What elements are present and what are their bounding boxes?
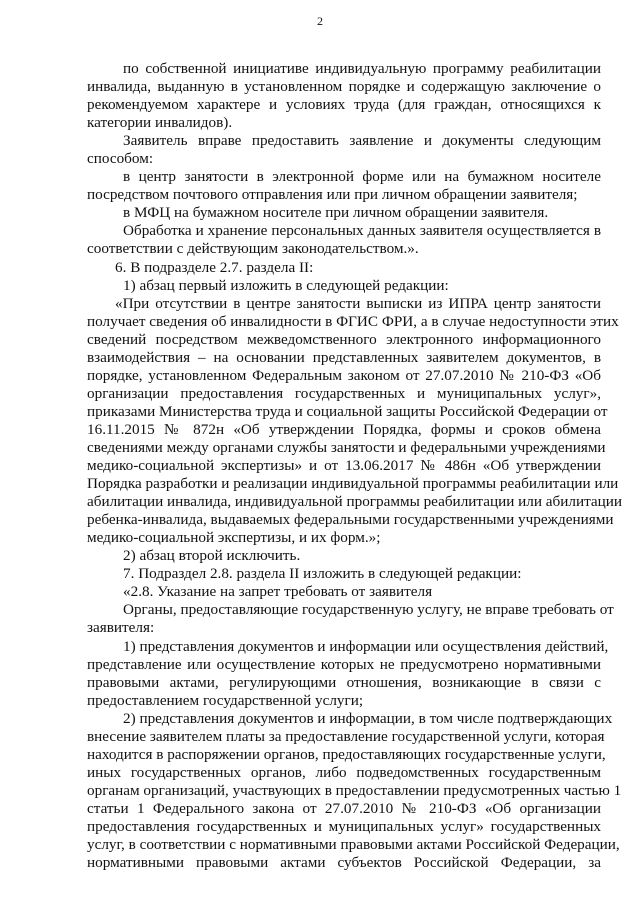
- text-line: Обработка и хранение персональных данных заявителя осуществляется в: [123, 222, 601, 240]
- text-line: получает сведения об инвалидности в ФГИС ФРИ, а в случае недоступности этих: [87, 312, 619, 330]
- text-line: органам организаций, участвующих в предоставлении предусмотренных частью 1: [87, 781, 622, 799]
- text-line: «2.8. Указание на запрет требовать от заявителя: [123, 583, 433, 601]
- text-line: медико-социальной экспертизы» и от 13.06.2017 № 486н «Об утверждении: [87, 457, 601, 475]
- text-line: заявителя:: [87, 619, 155, 637]
- text-line: предоставлением государственной услуги;: [87, 691, 364, 709]
- text-line: 2) абзац второй исключить.: [123, 547, 301, 565]
- text-line: «При отсутствии в центре занятости выписки из ИПРА центр занятости: [115, 294, 601, 312]
- text-line: представление или осуществление которых не предусмотрено нормативными: [87, 655, 601, 673]
- text-line: услуг, в соответствии с нормативными правовыми актами Российской Федерации,: [87, 836, 620, 854]
- text-line: статьи 1 Федерального закона от 27.07.2010 № 210-ФЗ «Об организации: [87, 799, 601, 817]
- text-line: способом:: [87, 150, 154, 168]
- text-line: 2) представления документов и информации, в том числе подтверждающих: [123, 709, 613, 727]
- text-line: соответствии с действующим законодательством.».: [87, 240, 419, 258]
- text-line: порядке, установленном Федеральным законом от 27.07.2010 № 210-ФЗ «Об: [87, 366, 601, 384]
- text-line: организации предоставления государственных и муниципальных услуг»,: [87, 384, 601, 402]
- text-line: сведениями между органами службы занятости и федеральными учреждениями: [87, 438, 606, 456]
- text-line: 16.11.2015 № 872н «Об утверждении Порядка, формы и сроков обмена: [87, 420, 601, 438]
- text-line: Органы, предоставляющие государственную услугу, не вправе требовать от: [123, 601, 614, 619]
- text-line: иных государственных органов, либо подведомственных государственным: [87, 763, 601, 781]
- text-line: 7. Подраздел 2.8. раздела II изложить в следующей редакции:: [123, 565, 522, 583]
- text-line: медико-социальной экспертизы, и их форм.»;: [87, 529, 381, 547]
- text-line: правовыми актами, регулирующими отношения, возникающие в связи с: [87, 673, 601, 691]
- text-line: внесение заявителем платы за предоставление государственной услуги, которая: [87, 727, 605, 745]
- text-line: приказами Министерства труда и социальной защиты Российской Федерации от: [87, 402, 608, 420]
- text-line: 6. В подразделе 2.7. раздела II:: [115, 258, 314, 276]
- text-line: ребенка-инвалида, выдаваемых федеральными государственными учреждениями: [87, 511, 614, 529]
- page-number: 2: [317, 14, 323, 28]
- text-line: взаимодействия – на основании представленных заявителем документов, в: [87, 348, 601, 366]
- text-line: рекомендуемом характере и условиях труда (для граждан, относящихся к: [87, 96, 601, 114]
- text-line: инвалида, выданную в установленном порядке и содержащую заключение о: [87, 78, 601, 96]
- document-body: [87, 60, 623, 872]
- text-line: 1) абзац первый изложить в следующей редакции:: [123, 276, 449, 294]
- text-line: находится в распоряжении органов, предоставляющих государственные услуги,: [87, 745, 606, 763]
- text-line: сведений посредством межведомственного электронного информационного: [87, 330, 601, 348]
- text-line: посредством почтового отправления или при личном обращении заявителя;: [87, 186, 578, 204]
- text-line: 1) представления документов и информации или осуществления действий,: [123, 637, 609, 655]
- text-line: предоставления государственных и муниципальных услуг» государственных: [87, 817, 601, 835]
- text-line: в центр занятости в электронной форме или на бумажном носителе: [123, 168, 601, 186]
- text-line: нормативными правовыми актами субъектов Российской Федерации, за: [87, 854, 601, 872]
- text-line: абилитации инвалида, индивидуальной программы реабилитации или абилитации: [87, 493, 623, 511]
- text-line: по собственной инициативе индивидуальную программу реабилитации: [123, 60, 601, 77]
- text-line: Порядка разработки и реализации индивидуальной программы реабилитации или: [87, 475, 619, 493]
- text-line: в МФЦ на бумажном носителе при личном обращении заявителя.: [123, 204, 549, 222]
- text-line: категории инвалидов).: [87, 114, 233, 132]
- text-line: Заявитель вправе предоставить заявление и документы следующим: [123, 132, 601, 150]
